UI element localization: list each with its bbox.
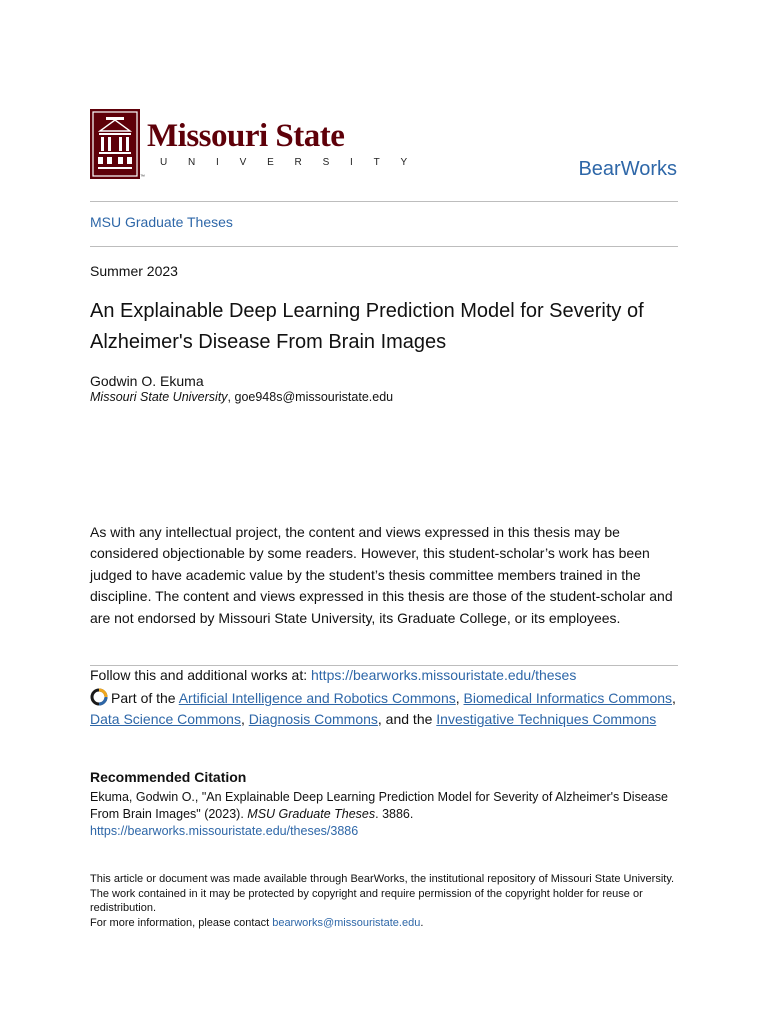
- citation-heading: Recommended Citation: [90, 769, 247, 785]
- part-of-line: Part of the Artificial Intelligence and Robotics Commons, Biomedical Informatics Commons, Data Science Commons, Diagnosis Commons, and the Investigative Techniques Commons: [90, 690, 676, 727]
- bearworks-link[interactable]: BearWorks: [578, 158, 677, 180]
- part-of-label: Part of the: [111, 690, 179, 706]
- trademark-mark: ™: [140, 174, 145, 180]
- divider-follow: [90, 665, 678, 666]
- investigative-techniques-commons-link[interactable]: Investigative Techniques Commons: [436, 711, 657, 727]
- university-seal-icon: [90, 109, 140, 179]
- series-link[interactable]: MSU Graduate Theses: [90, 214, 233, 230]
- citation-journal: MSU Graduate Theses: [247, 807, 376, 821]
- publication-date: Summer 2023: [90, 263, 178, 279]
- author-email: goe948s@missouristate.edu: [234, 390, 394, 404]
- author-name: Godwin O. Ekuma: [90, 373, 204, 389]
- biomedical-informatics-commons-link[interactable]: Biomedical Informatics Commons: [463, 690, 673, 706]
- thesis-title: An Explainable Deep Learning Prediction Model for Severity of Alzheimer's Disease From Brain Images: [90, 300, 644, 353]
- logo-wordmark: Missouri State: [147, 118, 345, 154]
- contact-email-link[interactable]: bearworks@missouristate.edu: [272, 916, 421, 929]
- divider-top: [90, 201, 678, 202]
- university-logo[interactable]: [90, 108, 429, 184]
- affiliation-name: Missouri State University: [90, 390, 228, 404]
- citation-url-link[interactable]: https://bearworks.missouristate.edu/theses/3886: [90, 824, 359, 838]
- logo-subtitle: UNIVERSITY: [160, 157, 429, 168]
- citation-body: Ekuma, Godwin O., "An Explainable Deep Learning Prediction Model for Severity of Alzheimer's Disease From Brain Images" (2023). MSU Graduate Theses. 3886. https://bearworks.missouristate.edu/theses/3886: [90, 790, 668, 838]
- divider-bottom: [90, 246, 678, 247]
- author-affiliation: Missouri State University, goe948s@missouristate.edu: [90, 390, 394, 404]
- follow-line: [90, 667, 576, 683]
- diagnosis-commons-link[interactable]: Diagnosis Commons: [248, 711, 378, 727]
- commons-network-icon: [90, 688, 108, 706]
- theses-collection-link[interactable]: https://bearworks.missouristate.edu/theses: [311, 667, 577, 683]
- data-science-commons-link[interactable]: Data Science Commons: [90, 711, 241, 727]
- repository-notice: This article or document was made available through BearWorks, the institutional repository of Missouri State University. The work contained in it may be protected by copyright and require permission of the copyright holder for reuse or redistribution. For more information, please contact bearworks@missouristate.edu.: [90, 873, 675, 929]
- follow-label: Follow this and additional works at:: [90, 667, 311, 683]
- ai-robotics-commons-link[interactable]: Artificial Intelligence and Robotics Commons: [178, 690, 456, 706]
- disclaimer-text: As with any intellectual project, the content and views expressed in this thesis may be considered objectionable by some readers. However, this student-scholar’s work has been judged to have academic value by the student’s thesis committee members trained in the discipline. The content and views expressed in this thesis are those of the student-scholar and are not endorsed by Missouri State University, its Graduate College, or its employees.: [90, 524, 673, 626]
